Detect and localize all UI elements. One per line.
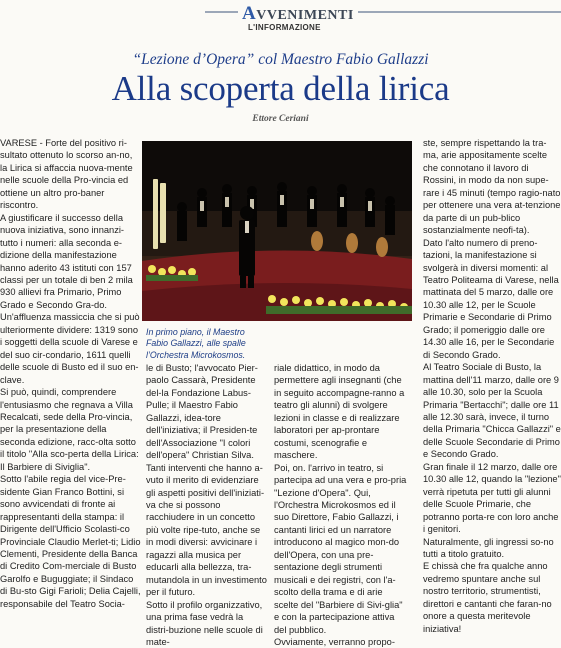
paragraph: Si può, quindi, comprendere l'entusiasmo che regnava a Villa Recalcati, sede della Pro-vincia, per la presentazione della seconda edizione, racc-olta sotto il titolo "Alla sco-perta della Lirica: Il Barbiere di Siviglia". <box>0 387 139 472</box>
paragraph: Sotto l'abile regia del vice-Pre-sidente Gian Franco Bottini, si sono avvicendati di fronte ai rappresentanti della stampa: il Dirigente dell'Ufficio Scolasti-co Provinciale Claudio Merlet-ti; Lidio Clementi, Presidente della Banca di Credito Com-merciale di Busto Garolfo e Buguggiate; il Sindaco di Bu-sto Gigi Farioli; Delia Cajelli, responsabile del Teatro Socia- <box>0 474 141 609</box>
paragraph: Tanti interventi che hanno a-vuto il merito di evidenziare gli aspetti positivi dell'iniziati-va che si possono racchiudere in un concetto più volte ripe-tuto, anche se in modi diversi: avvicinare i ragazzi alla musica per educarli alla bellezza, tra-mutandola in un investimento per il futuro. <box>146 462 267 598</box>
rubric-rest: VVENIMENTI <box>256 8 354 23</box>
section-label: L'INFORMAZIONE <box>248 23 321 32</box>
orchestra-photo-illustration <box>142 141 412 321</box>
paragraph: Naturalmente, gli ingressi so-no tutti a titolo gratuito. <box>423 536 554 559</box>
article-byline: Ettore Ceriani <box>252 114 309 124</box>
article-kicker <box>0 51 561 69</box>
paragraph: Ovviamente, verranno propo- <box>274 636 395 647</box>
orchestra-photo <box>142 141 412 321</box>
rubric-initial: A <box>242 3 257 24</box>
kicker-italic: “Lezione d’Opera” <box>132 51 255 68</box>
article-headline: Alla scoperta della lirica <box>111 69 450 108</box>
paragraph: Dato l'alto numero di preno-tazioni, la manifestazione si svolgerà in diversi momenti: al Teatro Politeama di Varese, nella mattinata del 5 marzo, dalle ore 10.30 alle 12, per le Scuole Primarie e Secondarie di Primo Grado; il pomeriggio dalle ore 14.30 alle 16, per le Secondarie di Secondo Grado. <box>423 237 559 360</box>
kicker-rest: col Maestro Fabio Gallazzi <box>258 51 429 68</box>
paragraph: Gran finale il 12 marzo, dalle ore 10.30 alle 12, quando la "lezione" verrà ripetuta per tutti gli alunni delle Scuole Primarie, che potranno porta-re con loro anche i genitori. <box>423 461 561 535</box>
paragraph: Al Teatro Sociale di Busto, la mattina dell'11 marzo, dalle ore 9 alle 10.30, solo per la Scuola Primaria "Bertacchi"; dalle ore 11 alle 12.30 sarà, invece, il turno della Primaria "Chicca Gallazzi" e delle Scuole Secondarie di Primo e Secondo Grado. <box>423 362 561 460</box>
paragraph: Poi, on. l'arrivo in teatro, si partecipa ad una vera e pro-pria "Lezione d'Opera". Qui, l'Orchestra Microkosmos ed il suo Direttore, Fabio Gallazzi, i cantanti lirici ed un narratore introducono al magico mon-do dell'Opera, con una pre-sentazione degli strumenti musicali e dei registri, con l'a-scolto della trama e di arie scelte del "Barbiere di Sivi-glia" e con la partecipazione attiva del pubblico. <box>274 462 407 635</box>
paragraph: Sotto il profilo organizzativo, una prima fase vedrà la distri-buzione nelle scuole di mate- <box>146 599 263 647</box>
rubric-title <box>238 3 358 25</box>
photo-caption: In primo piano, il Maestro Fabio Gallazzi, alle spalle l’Orchestra Microkosmos. <box>146 327 246 360</box>
paragraph: Un'affluenza massiccia che si può ulteriormente dividere: 1319 sono i soggetti della scuole di Varese e del suo cir-condario, 1611 quelli delle scuole di Busto ed il suo en-clave. <box>0 312 140 385</box>
paragraph: VARESE - Forte del positivo ri-sultato ottenuto lo scorso an-no, la Lirica si affaccia nuova-mente nelle scuole della Pro-vincia ed ottiene un altro pro-baner riscontro. <box>0 138 133 211</box>
paragraph: le di Busto; l'avvocato Pier-paolo Cassarà, Presidente del-la Fondazione Labus-Pulle; il Maestro Fabio Gallazzi, idea-tore dell'iniziativa; il Presiden-te dell'Associazione "I colori dell'opera" Christian Silva. <box>146 363 258 461</box>
article-column-3 <box>274 362 408 647</box>
paragraph: ste, sempre rispettando la tra-ma, arie appositamente scelte che connotano il lavoro di Rossini, in modo da non supe-rare i 45 minuti (tempo ragio-nato per ottenere una vera at-tenzione da parte di un pub-blico sostanzialmente neofi-ta). <box>423 138 561 236</box>
article-column-1 <box>0 137 141 609</box>
magazine-header <box>0 0 561 40</box>
paragraph: A giustificare il successo della nuova iniziativa, sono innanzi-tutto i numeri: alla seconda e-dizione della manifestazione hanno aderito 43 istituti con 157 classi per un totale di ben 2 mila 930 allievi fra Primario, Primo Grado e Secondo Gra-do. <box>0 212 133 310</box>
paragraph: E chissà che fra qualche anno vedremo spuntare anche sul nostro territorio, strumentisti, direttori e cantanti che faran-no onore a questa meritevole iniziativa! <box>423 561 552 634</box>
article-column-2 <box>146 362 268 647</box>
article-column-4 <box>423 137 561 634</box>
paragraph: riale didattico, in modo da permettere agli insegnanti (che in seguito accompagne-ranno a teatro gli alunni) di svolgere lezioni in classe e di realizzare laboratori per ap-prontare costumi, scenografie e maschere. <box>274 363 405 461</box>
